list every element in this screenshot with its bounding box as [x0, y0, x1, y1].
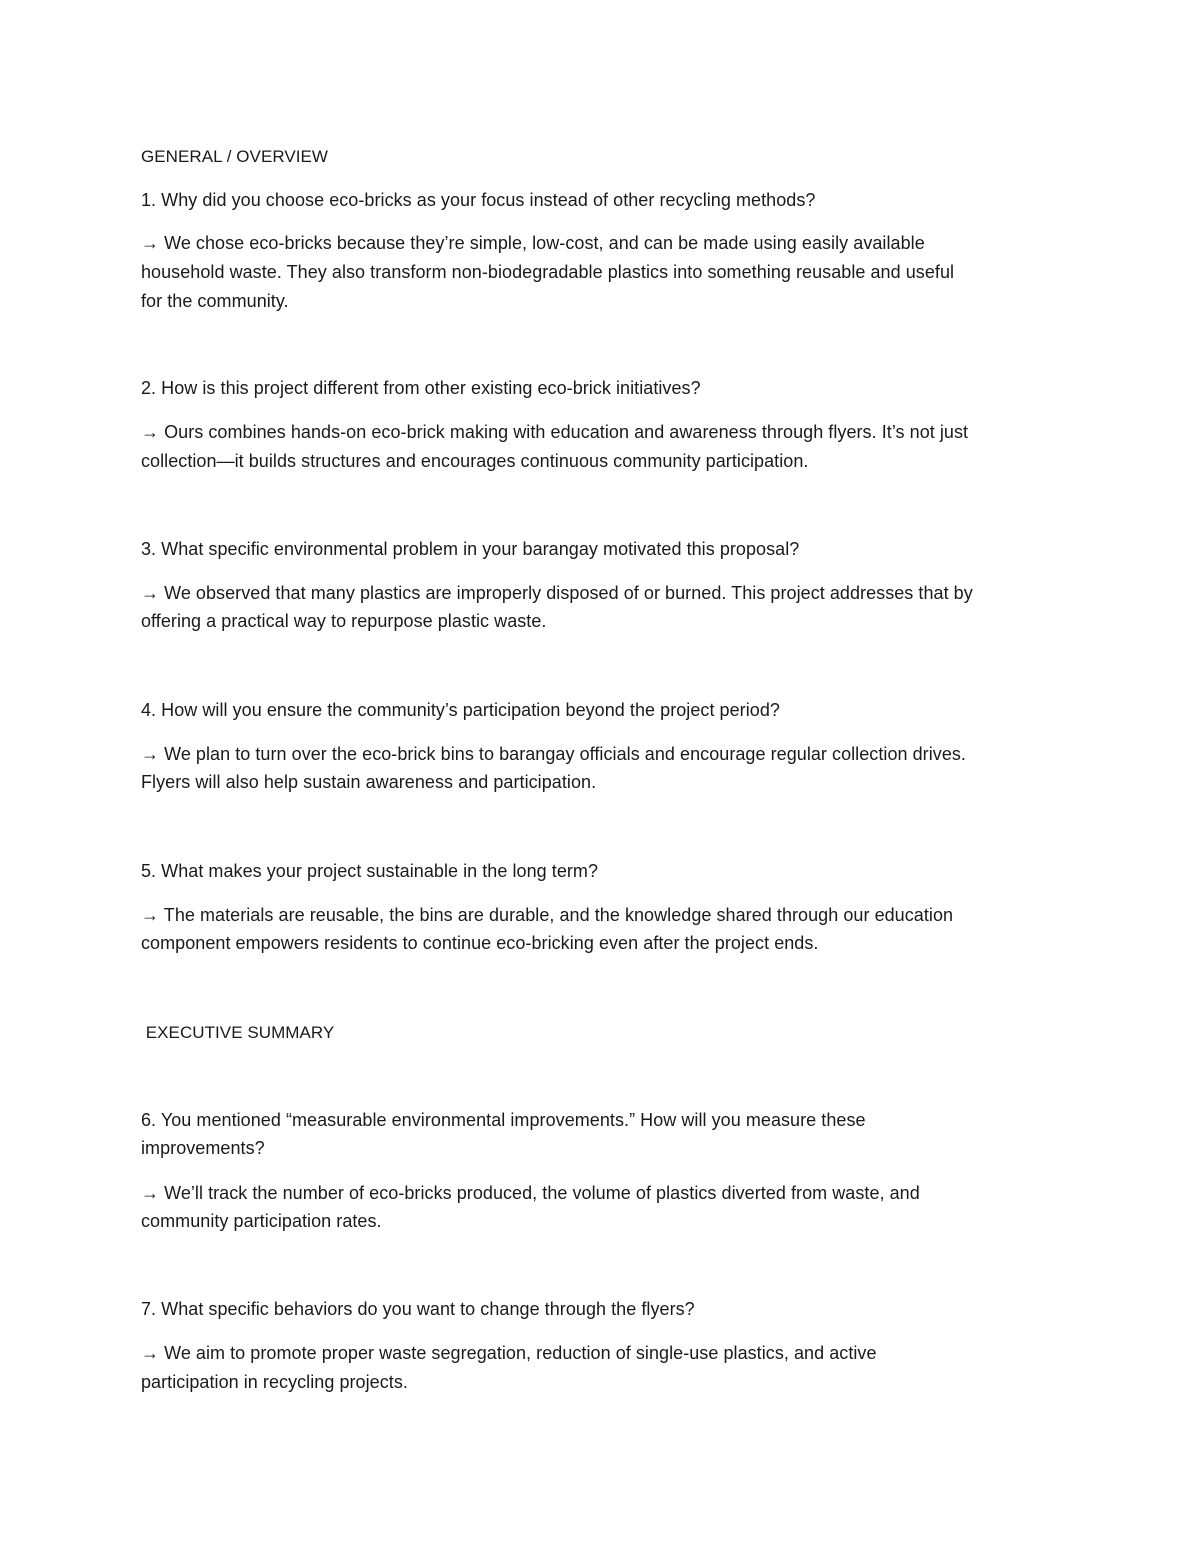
question-5: 5. What makes your project sustainable in the long term?: [141, 861, 599, 881]
answer-5-line-2: component empowers residents to continue eco-bricking even after the project ends.: [141, 933, 819, 953]
answer-1-line-3: for the community.: [141, 291, 289, 311]
answer-3-line-2: offering a practical way to repurpose plastic waste.: [141, 611, 547, 631]
answer-4-line-1: → We plan to turn over the eco-brick bins to barangay officials and encourage regular collection drives.: [141, 744, 966, 764]
answer-3-line-1: → We observed that many plastics are improperly disposed of or burned. This project addresses that by: [141, 583, 973, 603]
answer-2-line-1: → Ours combines hands-on eco-brick making with education and awareness through flyers. It’s not just: [141, 422, 969, 442]
section-heading-general: GENERAL / OVERVIEW: [141, 147, 329, 166]
answer-7-line-1: → We aim to promote proper waste segregation, reduction of single-use plastics, and active: [141, 1343, 877, 1363]
answer-2-line-2: collection—it builds structures and encourages continuous community participation.: [141, 451, 809, 471]
question-6-line-1: 6. You mentioned “measurable environmental improvements.” How will you measure these: [141, 1110, 866, 1130]
answer-6-line-2: community participation rates.: [141, 1211, 382, 1231]
question-6-line-2: improvements?: [141, 1138, 265, 1158]
question-7: 7. What specific behaviors do you want to change through the flyers?: [141, 1299, 695, 1319]
answer-5-line-1: → The materials are reusable, the bins are durable, and the knowledge shared through our education: [141, 905, 954, 925]
question-3: 3. What specific environmental problem in your barangay motivated this proposal?: [141, 539, 800, 559]
question-4: 4. How will you ensure the community’s participation beyond the project period?: [141, 700, 780, 720]
answer-7-line-2: participation in recycling projects.: [141, 1372, 408, 1392]
answer-4-line-2: Flyers will also help sustain awareness and participation.: [141, 772, 597, 792]
section-heading-executive-summary: EXECUTIVE SUMMARY: [141, 1023, 335, 1042]
question-1: 1. Why did you choose eco-bricks as your focus instead of other recycling methods?: [141, 190, 816, 210]
question-2: 2. How is this project different from other existing eco-brick initiatives?: [141, 378, 701, 398]
answer-1-line-2: household waste. They also transform non-biodegradable plastics into something reusable and useful: [141, 262, 955, 282]
answer-6-line-1: → We’ll track the number of eco-bricks produced, the volume of plastics diverted from waste, and: [141, 1183, 920, 1203]
answer-1-line-1: → We chose eco-bricks because they’re simple, low-cost, and can be made using easily available: [141, 233, 925, 253]
